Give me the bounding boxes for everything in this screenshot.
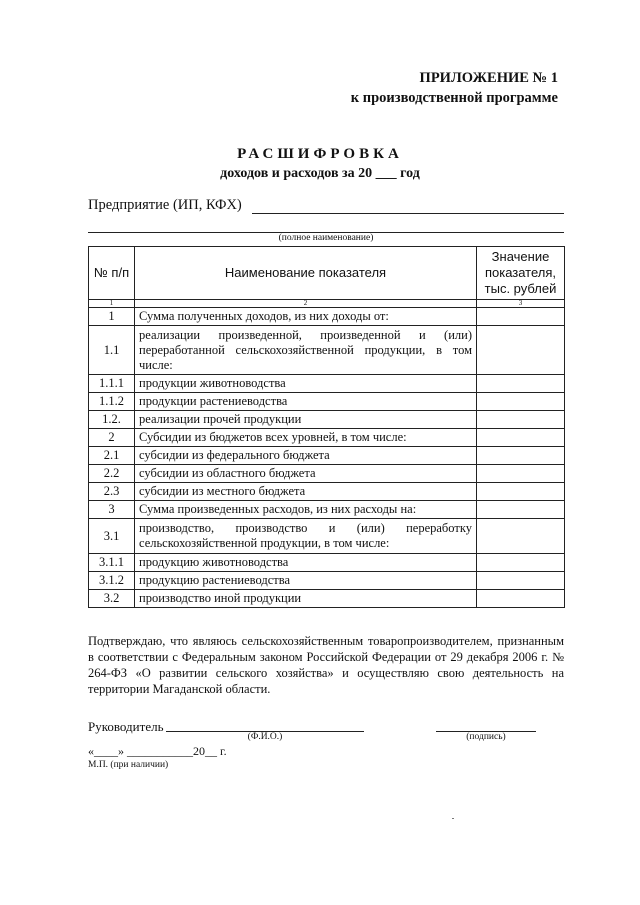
table-row — [89, 554, 565, 572]
scan-speck — [452, 818, 454, 819]
head-label: Руководитель — [88, 719, 164, 734]
row-value-cell[interactable] — [477, 572, 565, 590]
row-num: 2 — [89, 429, 135, 447]
row-value-cell[interactable] — [477, 326, 565, 375]
row-num: 1.1.2 — [89, 393, 135, 411]
table-row — [89, 308, 565, 326]
row-name: реализации прочей продукции — [135, 411, 477, 429]
document-title: РАСШИФРОВКА — [237, 146, 403, 162]
table-row — [89, 393, 565, 411]
table-header-row — [89, 247, 565, 300]
row-value-cell[interactable] — [477, 590, 565, 608]
table-row — [89, 590, 565, 608]
row-value-cell[interactable] — [477, 465, 565, 483]
income-expense-table — [88, 246, 565, 608]
table-row — [89, 375, 565, 393]
confirmation-text: Подтверждаю, что являюсь сельскохозяйственным товаропроизводителем, признанным в соответствии с Федеральным законом Российской Федерации от 29 декабря 2006 г. № 264-ФЗ «О развитии сельского хозяйства» и осуществляю свою деятельность на территории Магаданской области. — [88, 634, 564, 696]
row-num: 3.1.2 — [89, 572, 135, 590]
header-value: Значение показателя, тыс. рублей — [477, 247, 565, 300]
enterprise-label: Предприятие (ИП, КФХ) — [88, 197, 242, 213]
table-row — [89, 572, 565, 590]
row-name: Сумма произведенных расходов, из них расходы на: — [135, 501, 477, 519]
row-num: 1.2. — [89, 411, 135, 429]
column-number-row — [89, 300, 565, 308]
row-name: производство иной продукции — [135, 590, 477, 608]
table-row — [89, 465, 565, 483]
row-value-cell[interactable] — [477, 483, 565, 501]
row-value-cell[interactable] — [477, 447, 565, 465]
row-name: субсидии из федерального бюджета — [135, 447, 477, 465]
row-num: 3.1.1 — [89, 554, 135, 572]
table-row — [89, 501, 565, 519]
row-num: 2.1 — [89, 447, 135, 465]
table-row — [89, 483, 565, 501]
document-subtitle: доходов и расходов за 20 ___ год — [220, 166, 420, 181]
row-num: 3.1 — [89, 519, 135, 554]
column-number: 1 — [89, 300, 135, 308]
row-value-cell[interactable] — [477, 375, 565, 393]
row-num: 1 — [89, 308, 135, 326]
row-num: 2.2 — [89, 465, 135, 483]
row-name: продукции растениеводства — [135, 393, 477, 411]
row-value-cell[interactable] — [477, 519, 565, 554]
row-name: Субсидии из бюджетов всех уровней, в том числе: — [135, 429, 477, 447]
table-row — [89, 429, 565, 447]
row-value-cell[interactable] — [477, 393, 565, 411]
table-row — [89, 326, 565, 375]
enterprise-name-line[interactable] — [252, 213, 564, 214]
row-value-cell[interactable] — [477, 308, 565, 326]
table-row — [89, 519, 565, 554]
row-value-cell[interactable] — [477, 501, 565, 519]
appendix-subtitle: к производственной программе — [350, 90, 558, 106]
table-row — [89, 447, 565, 465]
row-name: субсидии из областного бюджета — [135, 465, 477, 483]
row-num: 3 — [89, 501, 135, 519]
column-number: 2 — [135, 300, 477, 308]
row-num: 2.3 — [89, 483, 135, 501]
header-num: № п/п — [89, 247, 135, 300]
row-name: производство, производство и (или) переработку сельскохозяйственной продукции, в том числе: — [135, 519, 477, 554]
header-name: Наименование показателя — [135, 247, 477, 300]
row-name: продукции животноводства — [135, 375, 477, 393]
row-value-cell[interactable] — [477, 411, 565, 429]
appendix-header — [351, 68, 558, 108]
row-name: субсидии из местного бюджета — [135, 483, 477, 501]
row-name: продукцию растениеводства — [135, 572, 477, 590]
stamp-label: М.П. (при наличии) — [88, 760, 169, 770]
column-number: 3 — [477, 300, 565, 308]
row-name: реализации произведенной, произведенной и (или) переработанной сельскохозяйственной продукции, в том числе: — [135, 326, 477, 375]
table-row — [89, 411, 565, 429]
row-num: 1.1.1 — [89, 375, 135, 393]
row-value-cell[interactable] — [477, 429, 565, 447]
row-name: Сумма полученных доходов, из них доходы от: — [135, 308, 477, 326]
row-value-cell[interactable] — [477, 554, 565, 572]
row-num: 1.1 — [89, 326, 135, 375]
appendix-title: ПРИЛОЖЕНИЕ № 1 — [419, 70, 558, 86]
fullname-caption: (полное наименование) — [278, 233, 374, 243]
date-line: «____» ___________20__ г. — [88, 744, 227, 758]
row-num: 3.2 — [89, 590, 135, 608]
signature-caption: (подпись) — [466, 732, 506, 742]
row-name: продукцию животноводства — [135, 554, 477, 572]
fio-caption: (Ф.И.О.) — [247, 732, 283, 742]
